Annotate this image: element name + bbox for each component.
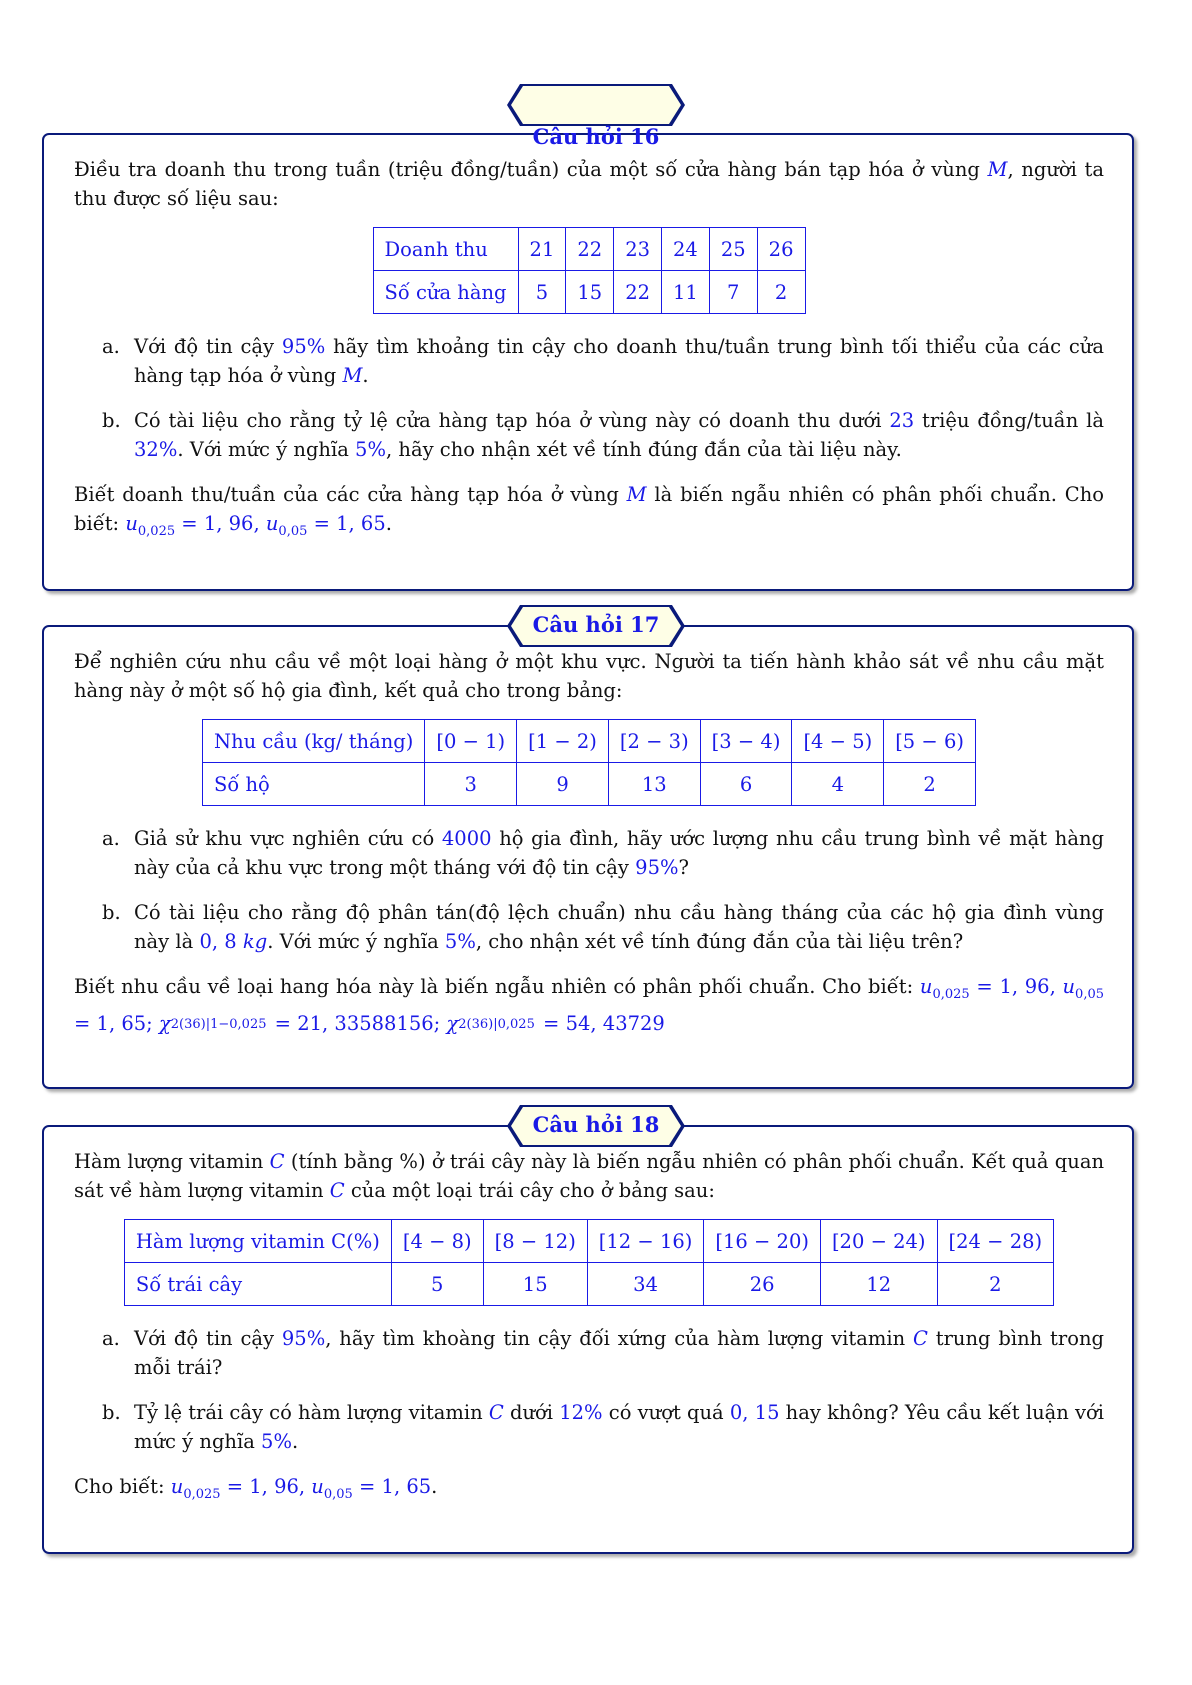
text-segment: = 54, 43729 (536, 1011, 665, 1035)
question-17-title: Câu hỏi 17 (532, 612, 660, 637)
text-segment: , người ta thu được số liệu sau: (74, 158, 1104, 210)
text-segment: hay không? Yêu cầu kết luận với mức ý nghĩa (134, 1401, 1105, 1453)
text-segment: hộ gia đình, hãy ước lượng nhu cầu trung bình về mặt hàng này của cả khu vực trong một tháng với độ tin cậy (134, 827, 1104, 879)
table-cell: Hàm lượng vitamin C(%) (124, 1220, 391, 1263)
table-cell: 2 (937, 1263, 1054, 1306)
table-cell: [4 − 8) (391, 1220, 483, 1263)
table-cell: [0 − 1) (425, 720, 517, 763)
table-cell: Doanh thu (373, 228, 518, 271)
table-cell: 34 (587, 1263, 704, 1306)
table-cell: 26 (704, 1263, 821, 1306)
question-intro (74, 155, 1104, 213)
table-cell: 6 (700, 763, 792, 806)
table-cell: 15 (566, 271, 614, 314)
table-cell: 23 (614, 228, 662, 271)
table-cell: 5 (391, 1263, 483, 1306)
text-segment: Biết nhu cầu về loại hang hóa này là biến ngẫu nhiên có phân phối chuẩn. Cho biết: (74, 975, 920, 998)
text-segment: 32% (134, 438, 178, 461)
text-segment: 95% (635, 856, 679, 879)
question-part (74, 824, 1104, 882)
table-cell: 3 (425, 763, 517, 806)
text-segment: Điều tra doanh thu trong tuần (triệu đồng/tuần) của một số cửa hàng bán tạp hóa ở vùng (74, 158, 988, 181)
text-segment: M (987, 158, 1008, 181)
text-segment: trung bình trong mỗi trái? (134, 1327, 1104, 1379)
given-values (74, 480, 1104, 546)
text-segment: = 1, 96, (969, 975, 1063, 998)
text-segment: M (626, 483, 647, 506)
text-segment: Với độ tin cậy (134, 335, 282, 358)
question-16-label-fill (511, 86, 681, 124)
text-segment: Tỷ lệ trái cây có hàm lượng vitamin (134, 1401, 489, 1424)
question-18-title: Câu hỏi 18 (532, 1112, 660, 1137)
text-segment: Với độ tin cậy (134, 1327, 282, 1350)
table-cell: [20 − 24) (820, 1220, 937, 1263)
text-segment: u (125, 512, 138, 535)
table-cell: 2 (757, 271, 805, 314)
text-segment: (tính bằng %) ở trái cây này là biến ngẫu nhiên có phân phối chuẩn. Kết quả quan sát về hàm lượng vitamin (74, 1150, 1105, 1202)
question-part (74, 1398, 1104, 1456)
text-segment: χ (446, 1011, 459, 1035)
table-cell: [5 − 6) (884, 720, 976, 763)
table-cell: [8 − 12) (483, 1220, 587, 1263)
text-segment: C (488, 1401, 504, 1424)
question-17-box (42, 625, 1134, 1089)
table-cell: 11 (662, 271, 710, 314)
text-segment: = 1, 96, (175, 512, 266, 535)
table-row (373, 271, 805, 314)
given-values (74, 972, 1104, 1038)
text-segment: 95% (281, 1327, 326, 1350)
question-intro (74, 647, 1104, 705)
text-segment: 4000 (441, 827, 492, 850)
table-row (203, 763, 976, 806)
text-segment: 5% (261, 1430, 292, 1453)
table-cell: 4 (792, 763, 884, 806)
text-segment: ? (678, 856, 689, 879)
text-segment: . (362, 364, 369, 387)
part-letter: a. (102, 335, 120, 358)
question-intro (74, 1147, 1104, 1205)
text-segment: 12% (559, 1401, 603, 1424)
chi-square-index: 2(36)|0,025 (458, 1016, 535, 1032)
text-segment: của một loại trái cây cho ở bảng sau: (344, 1179, 715, 1202)
text-segment: 0,025 (932, 986, 970, 1002)
text-segment: . (385, 512, 392, 535)
text-segment: = 1, 65 (307, 512, 386, 535)
text-segment: , hãy cho nhận xét về tính đúng đắn của tài liệu này. (385, 438, 902, 461)
given-values (74, 1472, 1104, 1509)
table-cell: 15 (483, 1263, 587, 1306)
table-cell: 21 (518, 228, 566, 271)
text-segment: u (311, 1475, 324, 1498)
text-segment: M (342, 364, 363, 387)
table-cell: [1 − 2) (517, 720, 609, 763)
text-segment: Biết doanh thu/tuần của các cửa hàng tạp hóa ở vùng (74, 483, 627, 506)
table-cell: Số cửa hàng (373, 271, 518, 314)
text-segment: 0,05 (1075, 986, 1104, 1002)
text-segment: u (170, 1475, 184, 1498)
text-segment: triệu đồng/tuần là (914, 409, 1104, 432)
text-segment: 23 (889, 409, 915, 432)
table-cell: 13 (608, 763, 700, 806)
table-row (124, 1263, 1053, 1306)
text-segment: χ (158, 1011, 171, 1035)
text-segment: = 1, 96, (220, 1475, 312, 1498)
part-letter: a. (102, 827, 120, 850)
text-segment: C (269, 1150, 285, 1173)
table-cell: Số trái cây (124, 1263, 391, 1306)
question-16-box (42, 133, 1134, 591)
question-part (74, 898, 1104, 956)
table-cell: [12 − 16) (587, 1220, 704, 1263)
text-segment: dưới (503, 1401, 560, 1424)
text-segment: Hàm lượng vitamin (74, 1150, 270, 1173)
text-segment: 0,025 (137, 523, 176, 539)
table-cell: Số hộ (203, 763, 425, 806)
text-segment: . (291, 1430, 299, 1453)
table-cell: 24 (662, 228, 710, 271)
text-segment: 0, 15 (729, 1401, 780, 1424)
text-segment: C (912, 1327, 928, 1350)
text-segment: hãy tìm khoảng tin cậy cho doanh thu/tuần trung bình tối thiểu của các cửa hàng tạp hóa ở vùng (134, 335, 1104, 387)
table-cell: 7 (709, 271, 757, 314)
part-letter: b. (102, 1401, 121, 1424)
text-segment: u (1062, 975, 1076, 998)
table-cell: 26 (757, 228, 805, 271)
part-letter: b. (102, 409, 121, 432)
frequency-table (124, 1219, 1054, 1306)
table-cell: Nhu cầu (kg/ tháng) (203, 720, 425, 763)
table-row (124, 1220, 1053, 1263)
chi-square-index: 2(36)|1−0,025 (170, 1016, 267, 1032)
question-part (74, 1324, 1104, 1382)
text-segment: Giả sử khu vực nghiên cứu có (134, 827, 442, 850)
table-cell: 22 (566, 228, 614, 271)
text-segment: có vượt quá (602, 1401, 730, 1424)
table-cell: [2 − 3) (608, 720, 700, 763)
text-segment: C (329, 1179, 345, 1202)
table-cell: 5 (518, 271, 566, 314)
table-cell: 9 (517, 763, 609, 806)
question-18-box (42, 1125, 1134, 1554)
table-cell: 22 (614, 271, 662, 314)
part-letter: a. (102, 1327, 120, 1350)
text-segment: kg (242, 930, 268, 953)
table-cell: [16 − 20) (704, 1220, 821, 1263)
text-segment: = 1, 65 (352, 1475, 432, 1498)
table-cell: [4 − 5) (792, 720, 884, 763)
text-segment: 5% (355, 438, 386, 461)
text-segment: = 21, 33588156; (268, 1011, 447, 1035)
question-16-title: Câu hỏi 16 (532, 124, 660, 149)
table-cell: [24 − 28) (937, 1220, 1054, 1263)
text-segment: = 1, 65; (74, 1011, 159, 1035)
table-cell: 25 (709, 228, 757, 271)
text-segment: 0,05 (323, 1486, 353, 1502)
text-segment: . (431, 1475, 438, 1498)
text-segment: 0,025 (183, 1486, 221, 1502)
frequency-table (202, 719, 976, 806)
text-segment: 95% (281, 335, 326, 358)
table-cell: [3 − 4) (700, 720, 792, 763)
table-cell: 2 (884, 763, 976, 806)
frequency-table (373, 227, 806, 314)
text-segment: 0,05 (278, 523, 308, 539)
text-segment: , hãy tìm khoàng tin cậy đối xứng của hàm lượng vitamin (325, 1327, 913, 1350)
text-segment: , cho nhận xét về tính đúng đắn của tài liệu trên? (475, 930, 964, 953)
text-segment: 5% (444, 930, 476, 953)
question-part (74, 332, 1104, 390)
text-segment: Có tài liệu cho rằng tỷ lệ cửa hàng tạp hóa ở vùng này có doanh thu dưới (134, 409, 890, 432)
table-row (203, 720, 976, 763)
text-segment: 0, 8 (199, 930, 243, 953)
part-letter: b. (102, 901, 121, 924)
table-cell: 12 (820, 1263, 937, 1306)
text-segment: Để nghiên cứu nhu cầu về một loại hàng ở một khu vực. Người ta tiến hành khảo sát về nhu cầu mặt hàng này ở một số hộ gia đình, kết quả cho trong bảng: (74, 650, 1104, 702)
text-segment: là biến ngẫu nhiên có phân phối chuẩn. Cho biết: (74, 483, 1104, 535)
text-segment: . Với mức ý nghĩa (267, 930, 445, 953)
text-segment: Cho biết: (74, 1475, 171, 1498)
text-segment: . Với mức ý nghĩa (177, 438, 356, 461)
question-part (74, 406, 1104, 464)
table-row (373, 228, 805, 271)
text-segment: u (265, 512, 279, 535)
text-segment: Có tài liệu cho rằng độ phân tán(độ lệch chuẩn) nhu cầu hàng tháng của các hộ gia đình vùng này là (134, 901, 1104, 953)
text-segment: u (919, 975, 933, 998)
